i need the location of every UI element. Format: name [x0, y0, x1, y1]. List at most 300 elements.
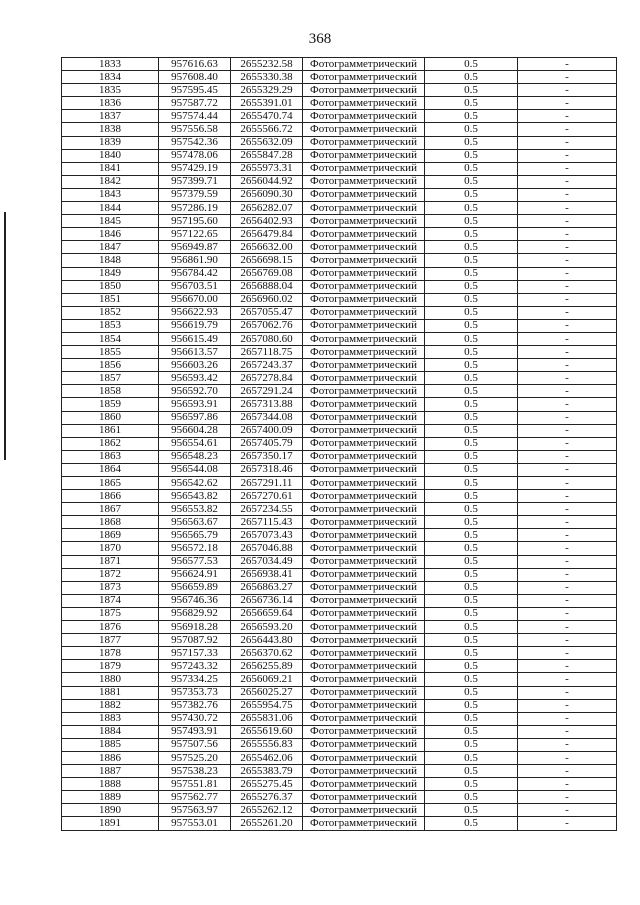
table-row [62, 607, 617, 620]
x-coordinate-cell: 956593.91 [159, 398, 231, 411]
x-coordinate-cell: 957525.20 [159, 751, 231, 764]
note-cell: - [518, 607, 617, 620]
y-coordinate-cell: 2656863.27 [231, 581, 303, 594]
table-row [62, 411, 617, 424]
table-row [62, 136, 617, 149]
point-id-cell: 1880 [62, 673, 159, 686]
accuracy-cell: 0.5 [425, 529, 518, 542]
point-id-cell: 1833 [62, 58, 159, 71]
x-coordinate-cell: 957587.72 [159, 97, 231, 110]
table-row [62, 738, 617, 751]
x-coordinate-cell: 957538.23 [159, 765, 231, 778]
point-id-cell: 1838 [62, 123, 159, 136]
table-row [62, 228, 617, 241]
y-coordinate-cell: 2657080.60 [231, 332, 303, 345]
table-row [62, 751, 617, 764]
accuracy-cell: 0.5 [425, 280, 518, 293]
note-cell: - [518, 228, 617, 241]
table-row [62, 555, 617, 568]
method-cell: Фотограмметрический [303, 280, 425, 293]
point-id-cell: 1871 [62, 555, 159, 568]
method-cell: Фотограмметрический [303, 450, 425, 463]
note-cell: - [518, 149, 617, 162]
table-row [62, 254, 617, 267]
x-coordinate-cell: 956784.42 [159, 267, 231, 280]
accuracy-cell: 0.5 [425, 228, 518, 241]
method-cell: Фотограмметрический [303, 424, 425, 437]
note-cell: - [518, 463, 617, 476]
method-cell: Фотограмметрический [303, 490, 425, 503]
x-coordinate-cell: 957429.19 [159, 162, 231, 175]
y-coordinate-cell: 2656090.30 [231, 188, 303, 201]
method-cell: Фотограмметрический [303, 738, 425, 751]
table-row [62, 162, 617, 175]
method-cell: Фотограмметрический [303, 71, 425, 84]
method-cell: Фотограмметрический [303, 306, 425, 319]
method-cell: Фотограмметрический [303, 647, 425, 660]
method-cell: Фотограмметрический [303, 804, 425, 817]
note-cell: - [518, 686, 617, 699]
table-row [62, 71, 617, 84]
y-coordinate-cell: 2657062.76 [231, 319, 303, 332]
note-cell: - [518, 568, 617, 581]
note-cell: - [518, 372, 617, 385]
table-row [62, 503, 617, 516]
note-cell: - [518, 58, 617, 71]
method-cell: Фотограмметрический [303, 607, 425, 620]
method-cell: Фотограмметрический [303, 58, 425, 71]
method-cell: Фотограмметрический [303, 332, 425, 345]
method-cell: Фотограмметрический [303, 162, 425, 175]
y-coordinate-cell: 2656069.21 [231, 673, 303, 686]
x-coordinate-cell: 957478.06 [159, 149, 231, 162]
note-cell: - [518, 175, 617, 188]
accuracy-cell: 0.5 [425, 490, 518, 503]
point-id-cell: 1835 [62, 84, 159, 97]
y-coordinate-cell: 2657350.17 [231, 450, 303, 463]
accuracy-cell: 0.5 [425, 594, 518, 607]
point-id-cell: 1877 [62, 634, 159, 647]
point-id-cell: 1885 [62, 738, 159, 751]
y-coordinate-cell: 2655261.20 [231, 817, 303, 830]
y-coordinate-cell: 2657243.37 [231, 359, 303, 372]
x-coordinate-cell: 956670.00 [159, 293, 231, 306]
y-coordinate-cell: 2656370.62 [231, 647, 303, 660]
point-id-cell: 1869 [62, 529, 159, 542]
method-cell: Фотограмметрический [303, 516, 425, 529]
note-cell: - [518, 738, 617, 751]
y-coordinate-cell: 2657291.24 [231, 385, 303, 398]
y-coordinate-cell: 2656736.14 [231, 594, 303, 607]
accuracy-cell: 0.5 [425, 647, 518, 660]
accuracy-cell: 0.5 [425, 804, 518, 817]
accuracy-cell: 0.5 [425, 175, 518, 188]
accuracy-cell: 0.5 [425, 778, 518, 791]
accuracy-cell: 0.5 [425, 306, 518, 319]
table-row [62, 450, 617, 463]
note-cell: - [518, 188, 617, 201]
point-id-cell: 1840 [62, 149, 159, 162]
y-coordinate-cell: 2657115.43 [231, 516, 303, 529]
note-cell: - [518, 581, 617, 594]
table-row [62, 332, 617, 345]
accuracy-cell: 0.5 [425, 555, 518, 568]
accuracy-cell: 0.5 [425, 332, 518, 345]
accuracy-cell: 0.5 [425, 568, 518, 581]
method-cell: Фотограмметрический [303, 84, 425, 97]
method-cell: Фотограмметрический [303, 634, 425, 647]
point-id-cell: 1862 [62, 437, 159, 450]
y-coordinate-cell: 2656659.64 [231, 607, 303, 620]
method-cell: Фотограмметрический [303, 359, 425, 372]
y-coordinate-cell: 2657405.79 [231, 437, 303, 450]
point-id-cell: 1839 [62, 136, 159, 149]
table-row [62, 319, 617, 332]
method-cell: Фотограмметрический [303, 175, 425, 188]
note-cell: - [518, 817, 617, 830]
method-cell: Фотограмметрический [303, 254, 425, 267]
accuracy-cell: 0.5 [425, 123, 518, 136]
method-cell: Фотограмметрический [303, 621, 425, 634]
method-cell: Фотограмметрический [303, 673, 425, 686]
accuracy-cell: 0.5 [425, 765, 518, 778]
y-coordinate-cell: 2657278.84 [231, 372, 303, 385]
point-id-cell: 1842 [62, 175, 159, 188]
note-cell: - [518, 634, 617, 647]
scan-edge-mark [4, 212, 6, 460]
y-coordinate-cell: 2655383.79 [231, 765, 303, 778]
y-coordinate-cell: 2656479.84 [231, 228, 303, 241]
accuracy-cell: 0.5 [425, 241, 518, 254]
table-row [62, 765, 617, 778]
note-cell: - [518, 712, 617, 725]
note-cell: - [518, 71, 617, 84]
x-coordinate-cell: 957553.01 [159, 817, 231, 830]
y-coordinate-cell: 2657073.43 [231, 529, 303, 542]
method-cell: Фотограмметрический [303, 725, 425, 738]
note-cell: - [518, 359, 617, 372]
accuracy-cell: 0.5 [425, 424, 518, 437]
point-id-cell: 1834 [62, 71, 159, 84]
y-coordinate-cell: 2655276.37 [231, 791, 303, 804]
point-id-cell: 1846 [62, 228, 159, 241]
y-coordinate-cell: 2657034.49 [231, 555, 303, 568]
x-coordinate-cell: 957122.65 [159, 228, 231, 241]
note-cell: - [518, 751, 617, 764]
accuracy-cell: 0.5 [425, 110, 518, 123]
method-cell: Фотограмметрический [303, 202, 425, 215]
y-coordinate-cell: 2655391.01 [231, 97, 303, 110]
point-id-cell: 1854 [62, 332, 159, 345]
table-row [62, 621, 617, 634]
point-id-cell: 1850 [62, 280, 159, 293]
table-row [62, 241, 617, 254]
method-cell: Фотограмметрический [303, 241, 425, 254]
point-id-cell: 1841 [62, 162, 159, 175]
method-cell: Фотограмметрический [303, 791, 425, 804]
x-coordinate-cell: 957542.36 [159, 136, 231, 149]
x-coordinate-cell: 957616.63 [159, 58, 231, 71]
y-coordinate-cell: 2655275.45 [231, 778, 303, 791]
y-coordinate-cell: 2656632.00 [231, 241, 303, 254]
x-coordinate-cell: 957334.25 [159, 673, 231, 686]
accuracy-cell: 0.5 [425, 398, 518, 411]
x-coordinate-cell: 956597.86 [159, 411, 231, 424]
table-row [62, 346, 617, 359]
y-coordinate-cell: 2657270.61 [231, 490, 303, 503]
x-coordinate-cell: 957563.97 [159, 804, 231, 817]
note-cell: - [518, 202, 617, 215]
method-cell: Фотограмметрический [303, 319, 425, 332]
x-coordinate-cell: 956829.92 [159, 607, 231, 620]
x-coordinate-cell: 956572.18 [159, 542, 231, 555]
table-row [62, 110, 617, 123]
accuracy-cell: 0.5 [425, 686, 518, 699]
method-cell: Фотограмметрический [303, 477, 425, 490]
method-cell: Фотограмметрический [303, 228, 425, 241]
y-coordinate-cell: 2656593.20 [231, 621, 303, 634]
x-coordinate-cell: 956543.82 [159, 490, 231, 503]
table-row [62, 804, 617, 817]
note-cell: - [518, 84, 617, 97]
x-coordinate-cell: 957556.58 [159, 123, 231, 136]
accuracy-cell: 0.5 [425, 463, 518, 476]
point-id-cell: 1861 [62, 424, 159, 437]
y-coordinate-cell: 2657400.09 [231, 424, 303, 437]
point-id-cell: 1851 [62, 293, 159, 306]
method-cell: Фотограмметрический [303, 293, 425, 306]
table-row [62, 477, 617, 490]
point-id-cell: 1883 [62, 712, 159, 725]
table-row [62, 516, 617, 529]
table-row [62, 149, 617, 162]
accuracy-cell: 0.5 [425, 372, 518, 385]
point-id-cell: 1843 [62, 188, 159, 201]
x-coordinate-cell: 956544.08 [159, 463, 231, 476]
table-row [62, 490, 617, 503]
x-coordinate-cell: 956746.36 [159, 594, 231, 607]
note-cell: - [518, 267, 617, 280]
method-cell: Фотограмметрический [303, 529, 425, 542]
point-id-cell: 1881 [62, 686, 159, 699]
note-cell: - [518, 424, 617, 437]
x-coordinate-cell: 956918.28 [159, 621, 231, 634]
x-coordinate-cell: 956565.79 [159, 529, 231, 542]
table-row [62, 725, 617, 738]
y-coordinate-cell: 2656888.04 [231, 280, 303, 293]
y-coordinate-cell: 2656698.15 [231, 254, 303, 267]
x-coordinate-cell: 957286.19 [159, 202, 231, 215]
accuracy-cell: 0.5 [425, 751, 518, 764]
accuracy-cell: 0.5 [425, 254, 518, 267]
note-cell: - [518, 346, 617, 359]
point-id-cell: 1882 [62, 699, 159, 712]
point-id-cell: 1879 [62, 660, 159, 673]
point-id-cell: 1876 [62, 621, 159, 634]
note-cell: - [518, 332, 617, 345]
note-cell: - [518, 647, 617, 660]
page-number: 368 [308, 31, 332, 47]
point-id-cell: 1865 [62, 477, 159, 490]
y-coordinate-cell: 2655632.09 [231, 136, 303, 149]
method-cell: Фотограмметрический [303, 817, 425, 830]
x-coordinate-cell: 956624.91 [159, 568, 231, 581]
method-cell: Фотограмметрический [303, 346, 425, 359]
method-cell: Фотограмметрический [303, 188, 425, 201]
accuracy-cell: 0.5 [425, 84, 518, 97]
y-coordinate-cell: 2655329.29 [231, 84, 303, 97]
point-id-cell: 1847 [62, 241, 159, 254]
method-cell: Фотограмметрический [303, 542, 425, 555]
point-id-cell: 1873 [62, 581, 159, 594]
note-cell: - [518, 490, 617, 503]
note-cell: - [518, 516, 617, 529]
method-cell: Фотограмметрический [303, 751, 425, 764]
point-id-cell: 1889 [62, 791, 159, 804]
table-row [62, 529, 617, 542]
accuracy-cell: 0.5 [425, 660, 518, 673]
accuracy-cell: 0.5 [425, 542, 518, 555]
y-coordinate-cell: 2655232.58 [231, 58, 303, 71]
point-id-cell: 1853 [62, 319, 159, 332]
note-cell: - [518, 791, 617, 804]
accuracy-cell: 0.5 [425, 188, 518, 201]
note-cell: - [518, 97, 617, 110]
table-row [62, 424, 617, 437]
point-id-cell: 1855 [62, 346, 159, 359]
point-id-cell: 1866 [62, 490, 159, 503]
accuracy-cell: 0.5 [425, 791, 518, 804]
accuracy-cell: 0.5 [425, 411, 518, 424]
accuracy-cell: 0.5 [425, 136, 518, 149]
point-id-cell: 1878 [62, 647, 159, 660]
point-id-cell: 1836 [62, 97, 159, 110]
table-row [62, 712, 617, 725]
note-cell: - [518, 477, 617, 490]
accuracy-cell: 0.5 [425, 346, 518, 359]
x-coordinate-cell: 956563.67 [159, 516, 231, 529]
note-cell: - [518, 136, 617, 149]
note-cell: - [518, 398, 617, 411]
x-coordinate-cell: 956613.57 [159, 346, 231, 359]
x-coordinate-cell: 956542.62 [159, 477, 231, 490]
point-id-cell: 1849 [62, 267, 159, 280]
table-row [62, 699, 617, 712]
point-id-cell: 1886 [62, 751, 159, 764]
point-id-cell: 1845 [62, 215, 159, 228]
method-cell: Фотограмметрический [303, 215, 425, 228]
point-id-cell: 1837 [62, 110, 159, 123]
table-row [62, 58, 617, 71]
table-row [62, 385, 617, 398]
table-row [62, 215, 617, 228]
accuracy-cell: 0.5 [425, 215, 518, 228]
point-id-cell: 1868 [62, 516, 159, 529]
table-row [62, 647, 617, 660]
note-cell: - [518, 594, 617, 607]
y-coordinate-cell: 2656402.93 [231, 215, 303, 228]
method-cell: Фотограмметрический [303, 97, 425, 110]
table-row [62, 97, 617, 110]
accuracy-cell: 0.5 [425, 162, 518, 175]
accuracy-cell: 0.5 [425, 477, 518, 490]
coordinates-table [61, 57, 617, 831]
table-row [62, 542, 617, 555]
method-cell: Фотограмметрический [303, 712, 425, 725]
point-id-cell: 1844 [62, 202, 159, 215]
x-coordinate-cell: 956604.28 [159, 424, 231, 437]
x-coordinate-cell: 957574.44 [159, 110, 231, 123]
accuracy-cell: 0.5 [425, 607, 518, 620]
y-coordinate-cell: 2656443.80 [231, 634, 303, 647]
table-row [62, 175, 617, 188]
note-cell: - [518, 110, 617, 123]
accuracy-cell: 0.5 [425, 319, 518, 332]
method-cell: Фотограмметрический [303, 463, 425, 476]
y-coordinate-cell: 2655566.72 [231, 123, 303, 136]
accuracy-cell: 0.5 [425, 699, 518, 712]
accuracy-cell: 0.5 [425, 503, 518, 516]
table-row [62, 778, 617, 791]
accuracy-cell: 0.5 [425, 267, 518, 280]
x-coordinate-cell: 956861.90 [159, 254, 231, 267]
table-row [62, 581, 617, 594]
x-coordinate-cell: 957608.40 [159, 71, 231, 84]
point-id-cell: 1859 [62, 398, 159, 411]
y-coordinate-cell: 2657118.75 [231, 346, 303, 359]
accuracy-cell: 0.5 [425, 58, 518, 71]
note-cell: - [518, 437, 617, 450]
table-row [62, 686, 617, 699]
point-id-cell: 1887 [62, 765, 159, 778]
y-coordinate-cell: 2657055.47 [231, 306, 303, 319]
y-coordinate-cell: 2655262.12 [231, 804, 303, 817]
method-cell: Фотограмметрический [303, 437, 425, 450]
coordinates-table-body [62, 58, 617, 831]
accuracy-cell: 0.5 [425, 149, 518, 162]
y-coordinate-cell: 2656938.41 [231, 568, 303, 581]
x-coordinate-cell: 957507.56 [159, 738, 231, 751]
x-coordinate-cell: 956553.82 [159, 503, 231, 516]
method-cell: Фотограмметрический [303, 149, 425, 162]
note-cell: - [518, 450, 617, 463]
y-coordinate-cell: 2655847.28 [231, 149, 303, 162]
accuracy-cell: 0.5 [425, 712, 518, 725]
note-cell: - [518, 529, 617, 542]
y-coordinate-cell: 2655831.06 [231, 712, 303, 725]
accuracy-cell: 0.5 [425, 516, 518, 529]
point-id-cell: 1848 [62, 254, 159, 267]
x-coordinate-cell: 956593.42 [159, 372, 231, 385]
point-id-cell: 1858 [62, 385, 159, 398]
point-id-cell: 1875 [62, 607, 159, 620]
x-coordinate-cell: 957551.81 [159, 778, 231, 791]
y-coordinate-cell: 2657046.88 [231, 542, 303, 555]
note-cell: - [518, 503, 617, 516]
x-coordinate-cell: 957562.77 [159, 791, 231, 804]
point-id-cell: 1856 [62, 359, 159, 372]
y-coordinate-cell: 2656025.27 [231, 686, 303, 699]
note-cell: - [518, 306, 617, 319]
table-row [62, 398, 617, 411]
x-coordinate-cell: 956703.51 [159, 280, 231, 293]
x-coordinate-cell: 957157.33 [159, 647, 231, 660]
method-cell: Фотограмметрический [303, 123, 425, 136]
y-coordinate-cell: 2657344.08 [231, 411, 303, 424]
y-coordinate-cell: 2655954.75 [231, 699, 303, 712]
point-id-cell: 1870 [62, 542, 159, 555]
table-row [62, 359, 617, 372]
